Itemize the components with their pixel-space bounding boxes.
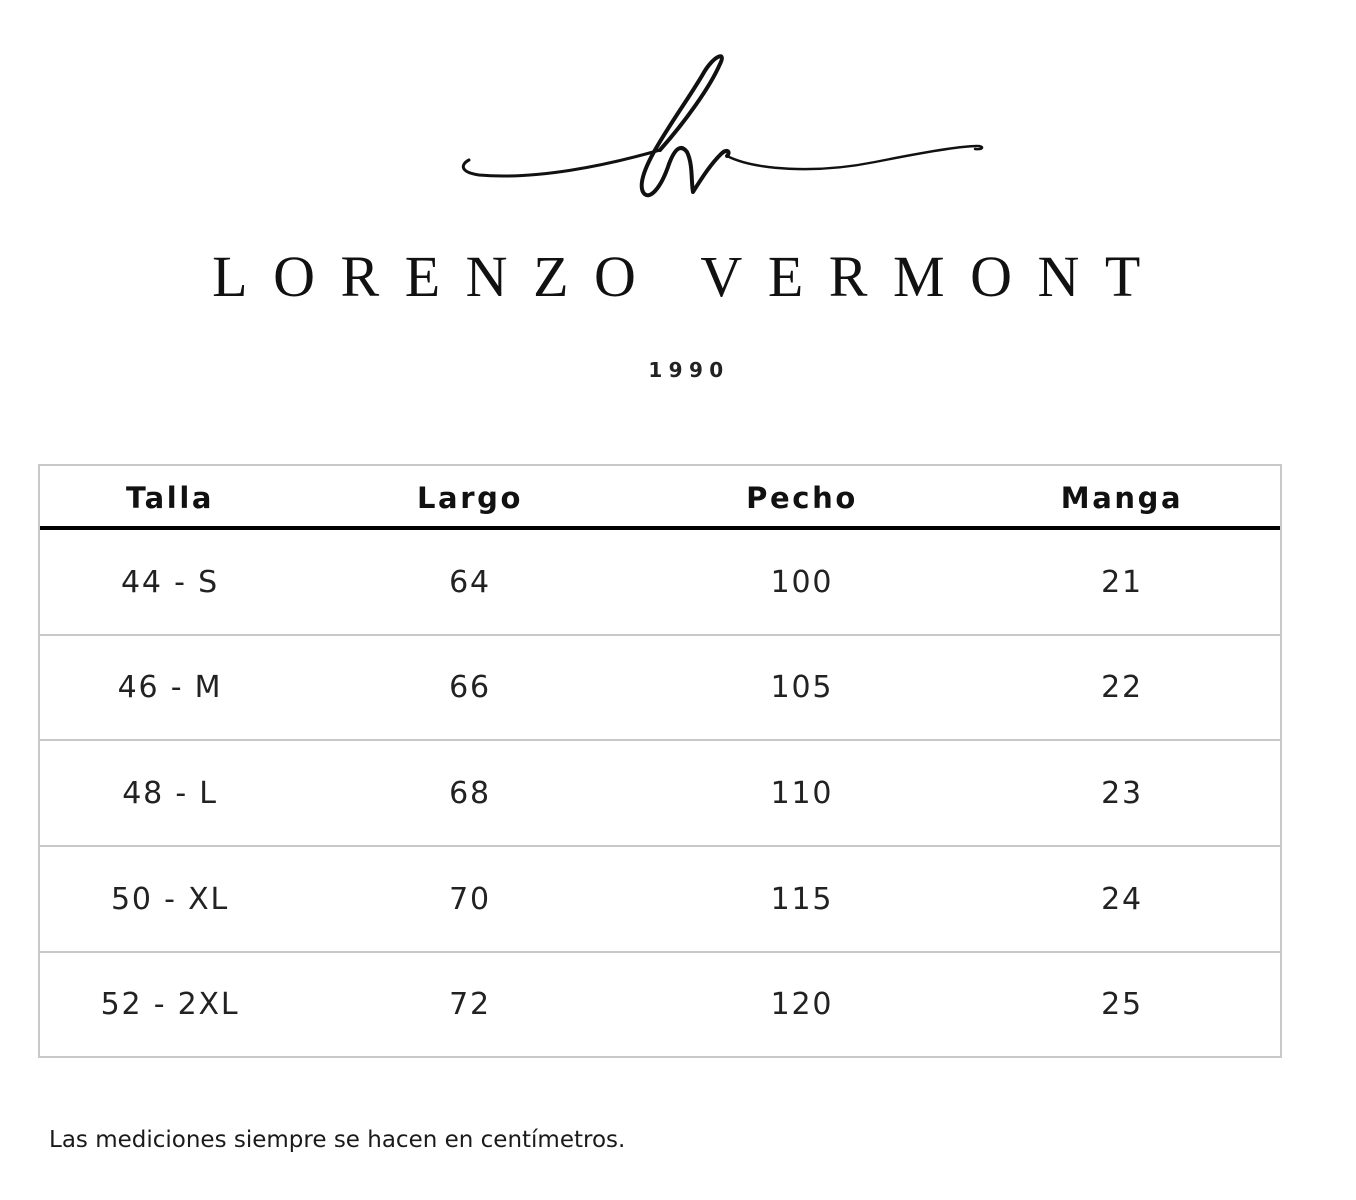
column-header-manga: Manga (1060, 481, 1184, 515)
table-row (40, 741, 1280, 847)
cell-pecho: 100 (770, 564, 834, 600)
brand-name: LORENZO VERMONT (212, 244, 1166, 309)
table-row (40, 530, 1280, 636)
measurement-footnote: Las mediciones siempre se hacen en centímetros. (49, 1127, 626, 1153)
cell-largo: 64 (449, 564, 491, 600)
table-row (40, 847, 1280, 953)
table-row (40, 636, 1280, 741)
cell-largo: 70 (449, 881, 491, 917)
cell-talla: 52 - 2XL (100, 987, 240, 1022)
cell-talla: 48 - L (122, 775, 218, 811)
cell-talla: 46 - M (117, 670, 223, 705)
column-header-pecho: Pecho (746, 481, 858, 515)
cell-largo: 68 (449, 775, 491, 811)
cell-pecho: 110 (770, 775, 834, 811)
cell-talla: 44 - S (121, 564, 219, 600)
cell-pecho: 115 (770, 881, 834, 917)
cell-talla: 50 - XL (111, 881, 229, 917)
cell-manga: 22 (1101, 670, 1143, 705)
cell-pecho: 120 (770, 987, 834, 1022)
cell-largo: 72 (449, 987, 491, 1022)
table-header-row (40, 466, 1280, 530)
table-row (40, 953, 1280, 1056)
column-header-talla: Talla (125, 481, 215, 515)
cell-manga: 23 (1101, 775, 1143, 811)
cell-pecho: 105 (770, 670, 834, 705)
cell-manga: 21 (1101, 564, 1143, 600)
cell-largo: 66 (449, 670, 491, 705)
cell-manga: 24 (1101, 881, 1143, 917)
column-header-largo: Largo (416, 481, 524, 515)
cell-manga: 25 (1101, 987, 1143, 1022)
lv-monogram-signature-icon (455, 52, 990, 202)
brand-year: 1990 (648, 358, 730, 382)
size-chart-table (38, 464, 1282, 1058)
